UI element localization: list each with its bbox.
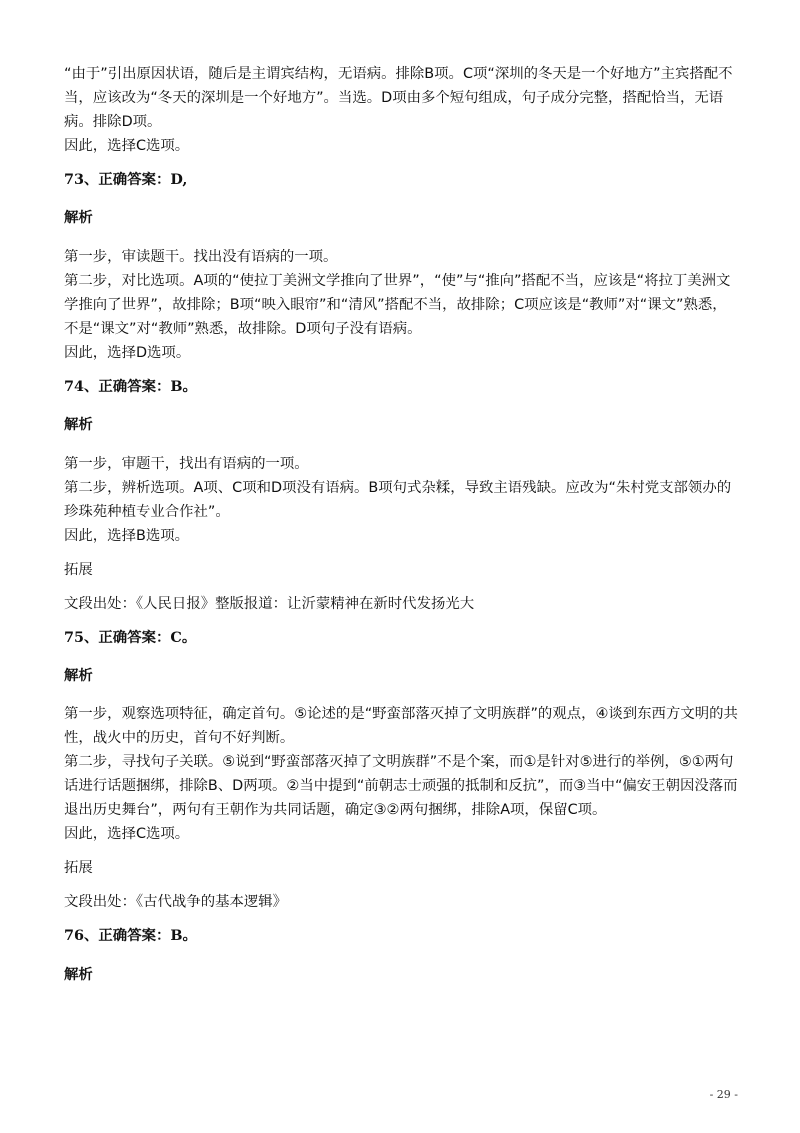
source-line: 文段出处：《人民日报》整版报道：让沂蒙精神在新时代发扬光大 (64, 595, 475, 612)
paragraph: 第二步，对比选项。A项的“使拉丁美洲文学推向了世界”，“使”与“推向”搭配不当，应该是“将拉丁美洲文学推向了世界”，故排除；B项“映入眼帘”和“清风”搭配不当，故排除；C项应该是“教师”对“课文”熟悉，不是“课文”对“教师”熟悉，故排除。D项句子没有语病。 (64, 272, 731, 337)
extension-label: 拓展 (64, 860, 93, 877)
answer-line: 75、正确答案：C。 (64, 628, 197, 646)
paragraph: 第二步，辨析选项。A项、C项和D项没有语病。B项句式杂糅，导致主语残缺。应改为“朱村党支部领办的珍珠苑种植专业合作社”。 (64, 479, 732, 520)
section-heading: 解析 (64, 966, 93, 983)
paragraph: 第一步，观察选项特征，确定首句。⑤论述的是“野蛮部落灭掉了文明族群”的观点，④谈到东西方文明的共性，战火中的历史，首句不好判断。 (64, 706, 738, 747)
paragraph: 第二步，寻找句子关联。⑤说到“野蛮部落灭掉了文明族群”不是个案，而①是针对⑤进行的举例，⑤①两句话进行话题捆绑，排除B、D两项。②当中提到“前朝志士顽强的抵制和反抗”，而③当中“偏安王朝因没落而退出历史舞台”，两句有王朝作为共同话题，确定③②两句捆绑，排除A项，保留C项。 (64, 754, 738, 819)
page-number: - 29 - (709, 1088, 738, 1101)
section-heading: 解析 (64, 210, 93, 227)
extension-label: 拓展 (64, 561, 93, 578)
paragraph: 因此，选择C选项。 (64, 826, 190, 843)
paragraph: 因此，选择B选项。 (64, 527, 189, 544)
answer-line: 73、正确答案：D, (64, 171, 188, 188)
paragraph: “由于”引出原因状语，随后是主谓宾结构，无语病。排除B项。C项“深圳的冬天是一个好地方”主宾搭配不当，应该改为“冬天的深圳是一个好地方”。当选。D项由多个短句组成，句子成分完整，搭配恰当，无语病。排除D项。 (64, 66, 733, 130)
section-heading: 解析 (64, 417, 93, 434)
document-body (64, 62, 740, 1001)
answer-line: 74、正确答案：B。 (64, 377, 197, 395)
paragraph: 因此，选择C选项。 (64, 138, 190, 154)
answer-line: 76、正确答案：B。 (64, 927, 197, 945)
paragraph: 第一步，审读题干。找出没有语病的一项。 (64, 248, 338, 265)
paragraph: 第一步，审题干，找出有语病的一项。 (64, 455, 309, 472)
source-line: 文段出处：《古代战争的基本逻辑》 (64, 894, 288, 911)
paragraph: 因此，选择D选项。 (64, 344, 191, 361)
section-heading: 解析 (64, 667, 93, 684)
